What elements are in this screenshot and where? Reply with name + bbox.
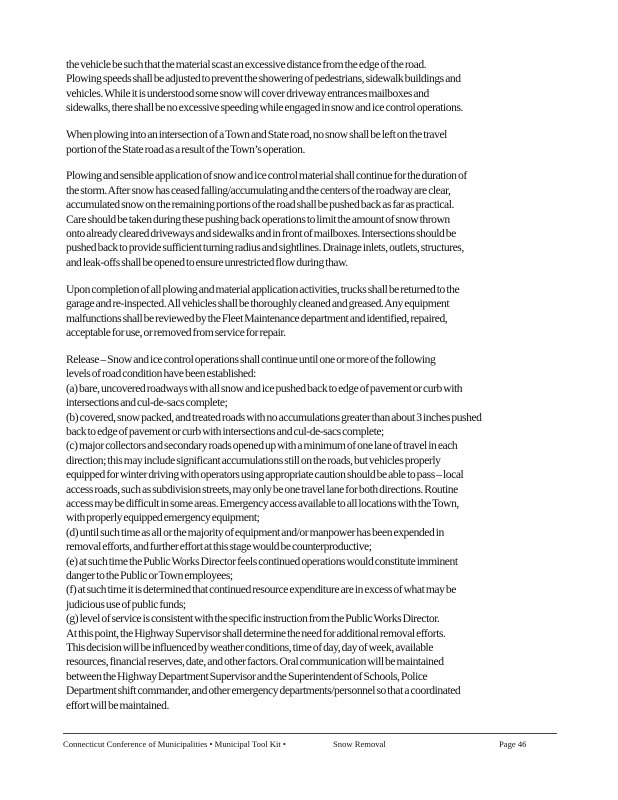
page-number: Page 46 (499, 739, 527, 749)
text-line: (c) major collectors and secondary roads opened up with a minimum of one lane of travel in each (66, 439, 458, 453)
text-line: malfunctions shall be reviewed by the Fleet Maintenance department and identified, repaired, (66, 311, 448, 325)
footer-section: Snow Removal (333, 739, 386, 749)
paragraph (66, 58, 548, 116)
text-line: with properly equipped emergency equipment; (66, 511, 260, 525)
text-line: danger to the Public or Town employees; (66, 569, 233, 582)
text-line: levels of road condition have been established: (66, 367, 256, 381)
text-line: between the Highway Department Supervisor and the Superintendent of Schools, Police (66, 669, 428, 683)
text-line: Release – Snow and ice control operations shall continue until one or more of the following (66, 352, 436, 366)
text-line: pushed back to provide sufficient turning radius and sightlines. Drainage inlets, outlets, structures, (66, 241, 464, 255)
text-line: and leak-offs shall be opened to ensure unrestricted flow during thaw. (66, 255, 348, 269)
text-line: acceptable for use, or removed from service for repair. (66, 326, 286, 339)
paragraph (66, 283, 548, 341)
text-line: direction; this may include significant accumulations still on the roads, but vehicles properly (66, 453, 441, 467)
text-line: At this point, the Highway Supervisor shall determine the need for additional removal efforts. (66, 626, 446, 640)
text-line: (g) level of service is consistent with the specific instruction from the Public Works Director. (66, 612, 440, 626)
text-line: removal efforts, and further effort at this stage would be counterproductive; (66, 540, 372, 554)
text-line: the vehicle be such that the material scast an excessive distance from the edge of the road. (66, 58, 427, 71)
document-body (66, 58, 548, 726)
text-line: access roads, such as subdivision streets, may only be one travel lane for both directions. Routine (66, 482, 458, 496)
text-line: (a) bare, uncovered roadways with all snow and ice pushed back to edge of pavement or curb with (66, 381, 463, 395)
paragraph (66, 353, 548, 713)
paragraph (66, 128, 548, 157)
text-line: Plowing speeds shall be adjusted to prevent the showering of pedestrians, sidewalk buildings and (66, 72, 461, 86)
text-line: Care should be taken during these pushing back operations to limit the amount of snow thrown (66, 212, 450, 226)
text-line: portion of the State road as a result of the Town’s operation. (66, 142, 305, 156)
text-line: vehicles. While it is understood some snow will cover driveway entrances mailboxes and (66, 86, 429, 100)
text-line: (e) at such time the Public Works Director feels continued operations would constitute imminent (66, 554, 458, 568)
text-line: (d) until such time as all or the majority of equipment and/or manpower has been expended in (66, 525, 444, 539)
text-line: Plowing and sensible application of snow and ice control material shall continue for the duration of (66, 169, 467, 183)
text-line: (f) at such time it is determined that continued resource expenditure are in excess of what may be (66, 583, 456, 597)
text-line: equipped for winter driving with operators using appropriate caution should be able to pass – local (66, 468, 464, 482)
footer-title: Connecticut Conference of Municipalities • Municipal Tool Kit • (63, 739, 286, 749)
text-line: When plowing into an intersection of a Town and State road, no snow shall be left on the travel (66, 128, 447, 142)
text-line: This decision will be influenced by weather conditions, time of day, day of week, available (66, 641, 434, 655)
paragraph (66, 169, 548, 270)
text-line: judicious use of public funds; (66, 597, 186, 611)
text-line: garage and re-inspected. All vehicles shall be thoroughly cleaned and greased. Any equipment (66, 297, 450, 311)
text-line: sidewalks, there shall be no excessive speeding while engaged in snow and ice control operations. (66, 101, 463, 115)
text-line: back to edge of pavement or curb with intersections and cul-de-sacs complete; (66, 424, 384, 438)
text-line: access may be difficult in some areas. Emergency access available to all locations with the Town, (66, 496, 459, 510)
text-line: the storm. After snow has ceased falling/accumulating and the centers of the roadway are clear, (66, 183, 451, 197)
text-line: (b) covered, snow packed, and treated roads with no accumulations greater than about 3 inches pushed (66, 410, 482, 424)
page-footer (63, 733, 557, 749)
text-line: accumulated snow on the remaining portions of the road shall be pushed back as far as practical. (66, 198, 454, 212)
text-line: effort will be maintained. (66, 698, 169, 712)
text-line: resources, financial reserves, date, and other factors. Oral communication will be maintained (66, 655, 444, 669)
text-line: Department shift commander, and other emergency departments/personnel so that a coordinated (66, 684, 461, 698)
text-line: onto already cleared driveways and sidewalks and in front of mailboxes. Intersections should be (66, 227, 456, 241)
text-line: intersections and cul-de-sacs complete; (66, 396, 228, 410)
text-line: Upon completion of all plowing and material application activities, trucks shall be returned to the (66, 282, 460, 296)
